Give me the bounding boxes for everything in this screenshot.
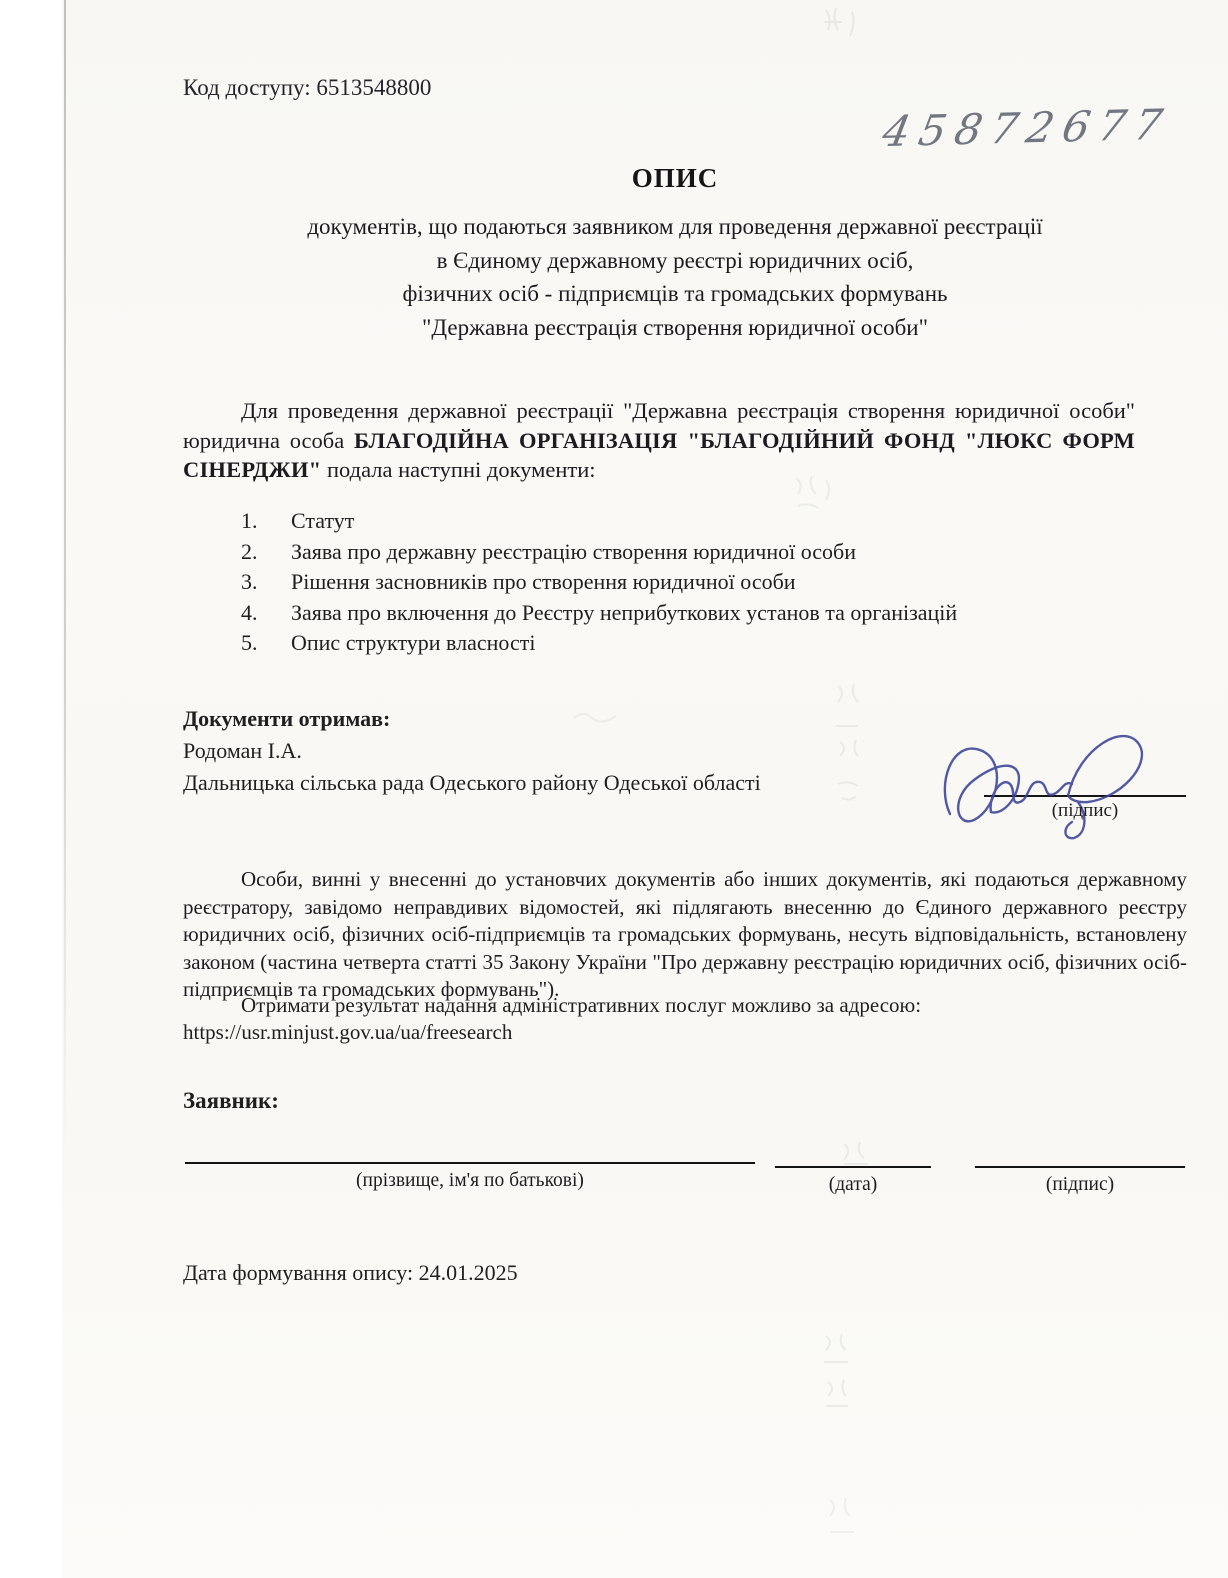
subtitle-line: документів, що подаються заявником для проведення державної реєстрації bbox=[307, 214, 1043, 239]
applicant-signature-caption: (підпис) bbox=[1045, 1174, 1115, 1195]
applicant-name-line bbox=[185, 1162, 755, 1164]
list-item bbox=[241, 567, 1141, 598]
scan-artifact bbox=[786, 466, 850, 524]
organization-name: БЛАГОДІЙНА ОРГАНІЗАЦІЯ "БЛАГОДІЙНИЙ ФОНД "ЛЮКС ФОРМ СІНЕРДЖИ" bbox=[183, 427, 1135, 482]
list-item-text: Заява про включення до Реєстру неприбуткових установ та організацій bbox=[291, 599, 958, 625]
list-item-text: Опис структури власності bbox=[291, 630, 536, 655]
list-item-number: 4. bbox=[241, 599, 258, 625]
liability-paragraph: Особи, винні у внесенні до установчих документів або інших документів, які подаються державному реєстратору, завідомо неправдивих відомостей, які підлягають внесенню до Єдиного державного реєстру юридичних осіб, фізичних осіб-підприємців та громадських формувань, несуть відповідальність, встановлену законом (частина четверта статті 35 Закону України "Про державну реєстрацію юридичних осіб, фізичних осіб-підприємців та громадських формувань"). bbox=[183, 867, 1187, 1002]
scan-artifact bbox=[814, 1326, 866, 1416]
subtitle-line: "Державна реєстрація створення юридичної особи" bbox=[422, 314, 928, 340]
subtitle-line: фізичних осіб - підприємців та громадських формувань bbox=[402, 281, 948, 306]
list-item bbox=[241, 506, 1141, 537]
documents-list bbox=[241, 506, 1141, 659]
list-item-text: Статут bbox=[291, 508, 355, 533]
list-item bbox=[241, 628, 1141, 659]
document-subtitle bbox=[160, 210, 1190, 344]
access-code: Код доступу: 6513548800 bbox=[183, 75, 432, 100]
list-item-number: 2. bbox=[241, 538, 258, 564]
applicant-name-caption: (прізвище, ім'я по батькові) bbox=[356, 1170, 584, 1191]
result-url: https://usr.minjust.gov.ua/ua/freesearch bbox=[183, 1020, 513, 1044]
handwritten-number: 45872677 bbox=[878, 99, 1176, 157]
result-info-line: Отримати результат надання адміністративних послуг можливо за адресою: bbox=[241, 993, 922, 1017]
intro-paragraph bbox=[183, 396, 1135, 485]
received-heading: Документи отримав: bbox=[183, 706, 391, 731]
scan-artifact bbox=[834, 1134, 880, 1174]
list-item-number: 1. bbox=[241, 508, 258, 533]
applicant-heading: Заявник: bbox=[183, 1088, 279, 1113]
scan-artifact bbox=[826, 676, 874, 816]
list-item-text: Заява про державну реєстрацію створення юридичної особи bbox=[291, 538, 857, 564]
applicant-signature-line bbox=[975, 1166, 1185, 1168]
applicant-date-caption: (дата) bbox=[828, 1174, 878, 1195]
received-organization: Дальницька сільська рада Одеського району Одеської області bbox=[183, 770, 761, 795]
received-signature-caption: (підпис) bbox=[1051, 800, 1119, 821]
list-item-number: 3. bbox=[241, 569, 258, 594]
list-item-number: 5. bbox=[241, 630, 258, 655]
formation-date: Дата формування опису: 24.01.2025 bbox=[183, 1260, 518, 1285]
document-title: ОПИС bbox=[631, 163, 719, 193]
scan-artifact bbox=[820, 1490, 866, 1546]
list-item bbox=[241, 537, 1141, 568]
intro-tail: подала наступні документи: bbox=[321, 457, 596, 482]
scan-artifact bbox=[568, 704, 624, 730]
list-item-text: Рішення засновників про створення юридичної особи bbox=[291, 569, 796, 594]
scan-artifact bbox=[812, 2, 876, 54]
intro-lead: Для проведення державної реєстрації "Державна реєстрація створення юридичної особи" юридична особа bbox=[183, 398, 1135, 453]
signature-ink-icon bbox=[928, 718, 1178, 843]
subtitle-line: в Єдиному державному реєстрі юридичних осіб, bbox=[436, 247, 914, 273]
list-item bbox=[241, 598, 1141, 629]
received-name: Родоман І.А. bbox=[183, 738, 302, 763]
